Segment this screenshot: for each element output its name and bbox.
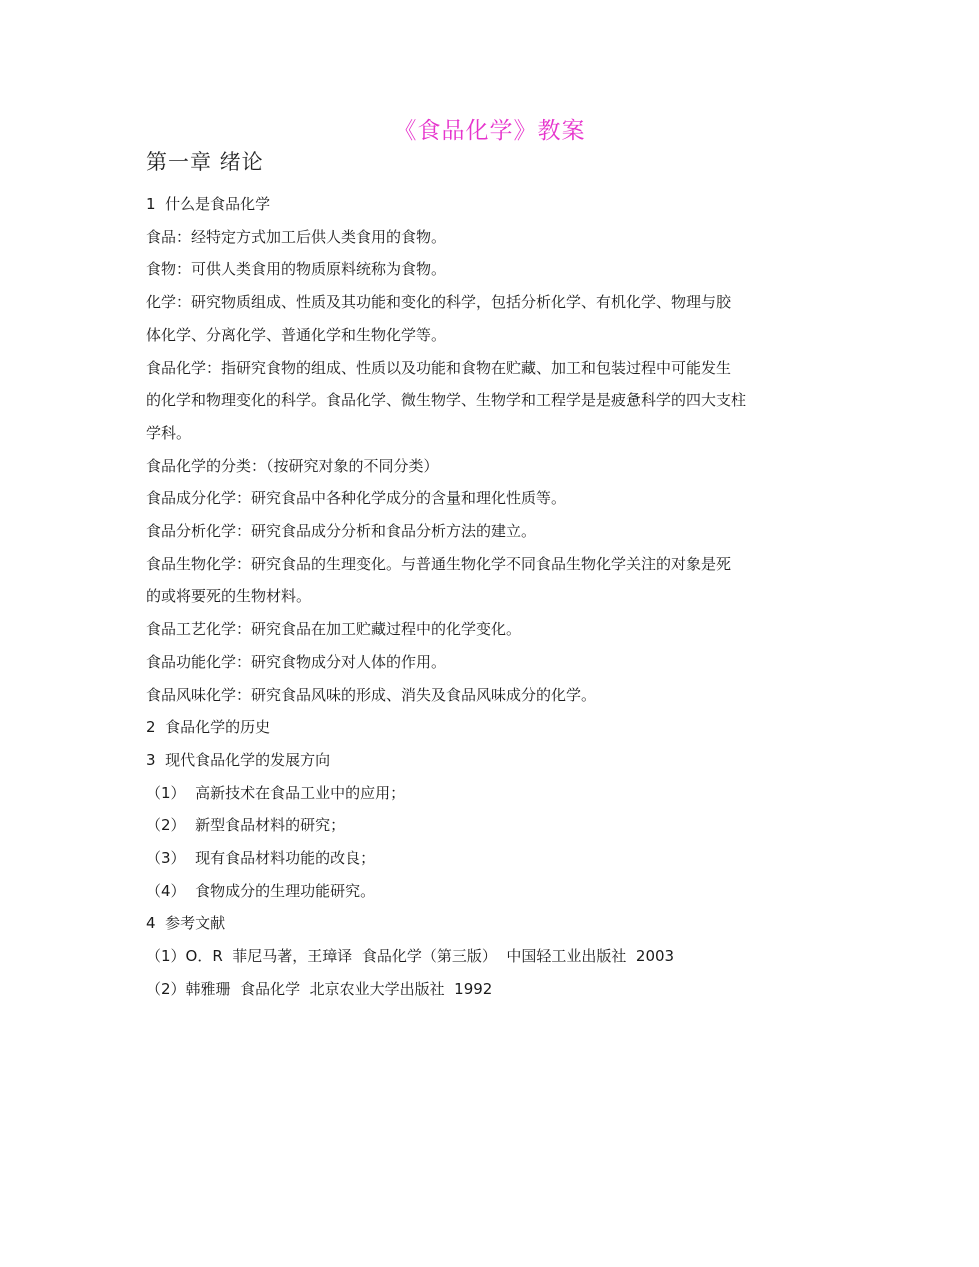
paragraph-line: 食品工艺化学：研究食品在加工贮藏过程中的化学变化。 bbox=[146, 620, 522, 639]
reference-item: （2）韩雅珊 食品化学 北京农业大学出版社 1992 bbox=[146, 979, 493, 998]
paragraph-line: 食品化学的分类：（按研究对象的不同分类） bbox=[146, 456, 439, 475]
paragraph-line: 的或将要死的生物材料。 bbox=[146, 587, 312, 606]
chapter-heading: 第一章 绪论 bbox=[146, 150, 264, 174]
paragraph-line: 食品化学：指研究食物的组成、性质以及功能和食物在贮藏、加工和包装过程中可能发生 bbox=[146, 358, 732, 377]
paragraph-line: 食品风味化学：研究食品风味的形成、消失及食品风味成分的化学。 bbox=[146, 685, 597, 704]
section-heading: 3 现代食品化学的发展方向 bbox=[146, 750, 331, 769]
paragraph-line: 食物：可供人类食用的物质原料统称为食物。 bbox=[146, 260, 447, 279]
paragraph-line: 学科。 bbox=[146, 423, 192, 442]
paragraph-line: 的化学和物理变化的科学。食品化学、微生物学、生物学和工程学是是疲惫科学的四大支柱 bbox=[146, 391, 747, 410]
paragraph-line: 食品功能化学：研究食物成分对人体的作用。 bbox=[146, 652, 447, 671]
paragraph-line: 体化学、分离化学、普通化学和生物化学等。 bbox=[146, 325, 447, 344]
section-heading: 4 参考文献 bbox=[146, 914, 226, 933]
paragraph-line: 食品成分化学：研究食品中各种化学成分的含量和理化性质等。 bbox=[146, 489, 567, 508]
list-item: （3） 现有食品材料功能的改良； bbox=[146, 849, 376, 868]
section-heading: 1 什么是食品化学 bbox=[146, 195, 271, 213]
list-item: （1） 高新技术在食品工业中的应用； bbox=[146, 783, 406, 802]
paragraph-line: 食品生物化学：研究食品的生理变化。与普通生物化学不同食品生物化学关注的对象是死 bbox=[146, 554, 732, 573]
document-body bbox=[146, 188, 836, 1006]
paragraph-line: 食品分析化学：研究食品成分分析和食品分析方法的建立。 bbox=[146, 522, 537, 541]
reference-item: （1）O．R 菲尼马著，王璋译 食品化学（第三版） 中国轻工业出版社 2003 bbox=[146, 947, 675, 966]
document-title: 《食品化学》教案 bbox=[393, 118, 586, 144]
paragraph-line: 化学：研究物质组成、性质及其功能和变化的科学，包括分析化学、有机化学、物理与胶 bbox=[146, 293, 732, 312]
list-item: （2） 新型食品材料的研究； bbox=[146, 816, 346, 835]
list-item: （4） 食物成分的生理功能研究。 bbox=[146, 881, 376, 900]
paragraph-line: 食品：经特定方式加工后供人类食用的食物。 bbox=[146, 227, 447, 246]
section-heading: 2 食品化学的历史 bbox=[146, 718, 271, 737]
